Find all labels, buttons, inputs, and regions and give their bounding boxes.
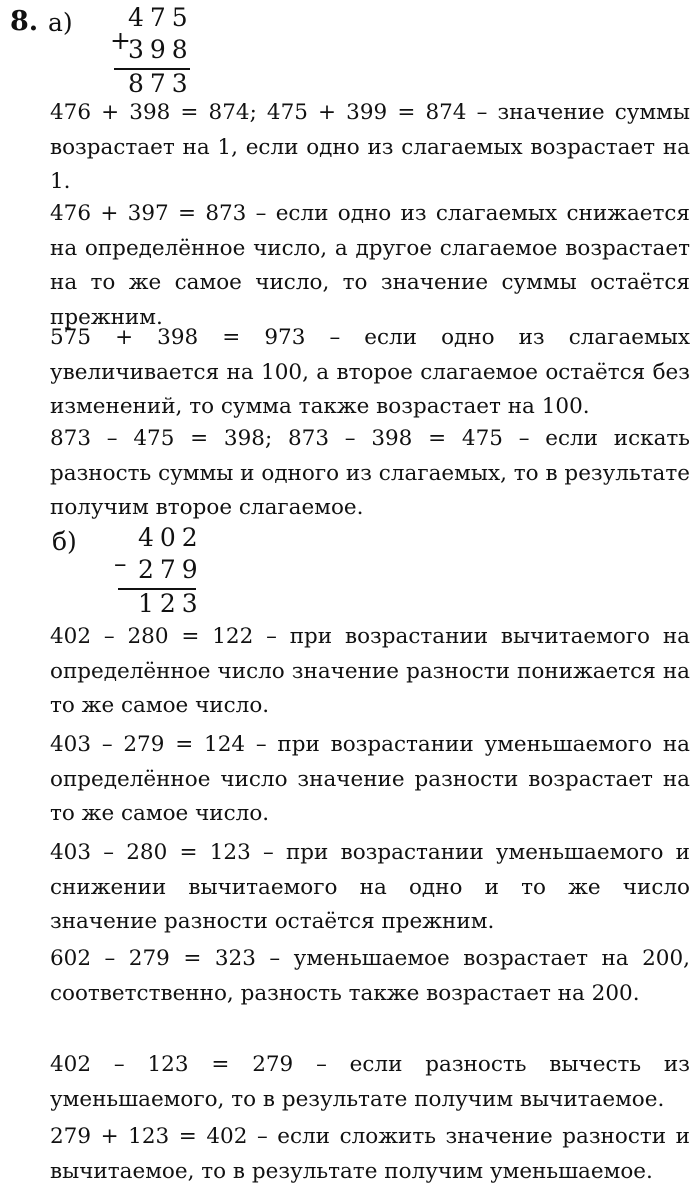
addend-1: 475 [128, 3, 194, 32]
part-b-label: б) [52, 527, 77, 556]
task-number: 8. [10, 6, 39, 37]
minus-sign: – [114, 549, 127, 578]
addend-2: 398 [128, 35, 194, 64]
part-b-paragraph-3: 403 – 280 = 123 – при возрастании уменьшаемого и снижении вычитаемого на одно и то же число значение разности остаётся прежним. [50, 840, 690, 934]
part-a-paragraph-1: 476 + 398 = 874; 475 + 399 = 874 – значение суммы возрастает на 1, если одно из слагаемых возрастает на 1. [50, 100, 690, 194]
subtrahend: 279 [138, 555, 204, 584]
part-b-paragraph-1: 402 – 280 = 122 – при возрастании вычитаемого на определённое число значение разности понижается на то же самое число. [50, 624, 690, 718]
part-b-paragraph-6: 279 + 123 = 402 – если сложить значение разности и вычитаемое, то в результате получим уменьшаемое. [50, 1124, 690, 1184]
part-a-paragraph-4: 873 – 475 = 398; 873 – 398 = 475 – если искать разность суммы и одного из слагаемых, то в результате получим второе слагаемое. [50, 426, 690, 520]
part-b-paragraph-5: 402 – 123 = 279 – если разность вычесть из уменьшаемого, то в результате получим вычитаемое. [50, 1052, 690, 1112]
sum-result: 873 [128, 69, 194, 98]
part-a-paragraph-2: 476 + 397 = 873 – если одно из слагаемых снижается на определённое число, а другое слагаемое возрастает на то же самое число, то значение суммы остаётся прежним. [50, 201, 690, 330]
part-a-label: а) [48, 8, 73, 37]
plus-sign: + [110, 26, 131, 55]
difference-result: 123 [138, 589, 204, 618]
part-a-paragraph-3: 575 + 398 = 973 – если одно из слагаемых увеличивается на 100, а второе слагаемое остаётся без изменений, то сумма также возрастает на 100. [50, 325, 690, 419]
minuend: 402 [138, 523, 204, 552]
part-b-paragraph-4: 602 – 279 = 323 – уменьшаемое возрастает на 200, соответственно, разность также возрастает на 200. [50, 946, 690, 1006]
part-b-paragraph-2: 403 – 279 = 124 – при возрастании уменьшаемого на определённое число значение разности возрастает на то же самое число. [50, 732, 690, 826]
